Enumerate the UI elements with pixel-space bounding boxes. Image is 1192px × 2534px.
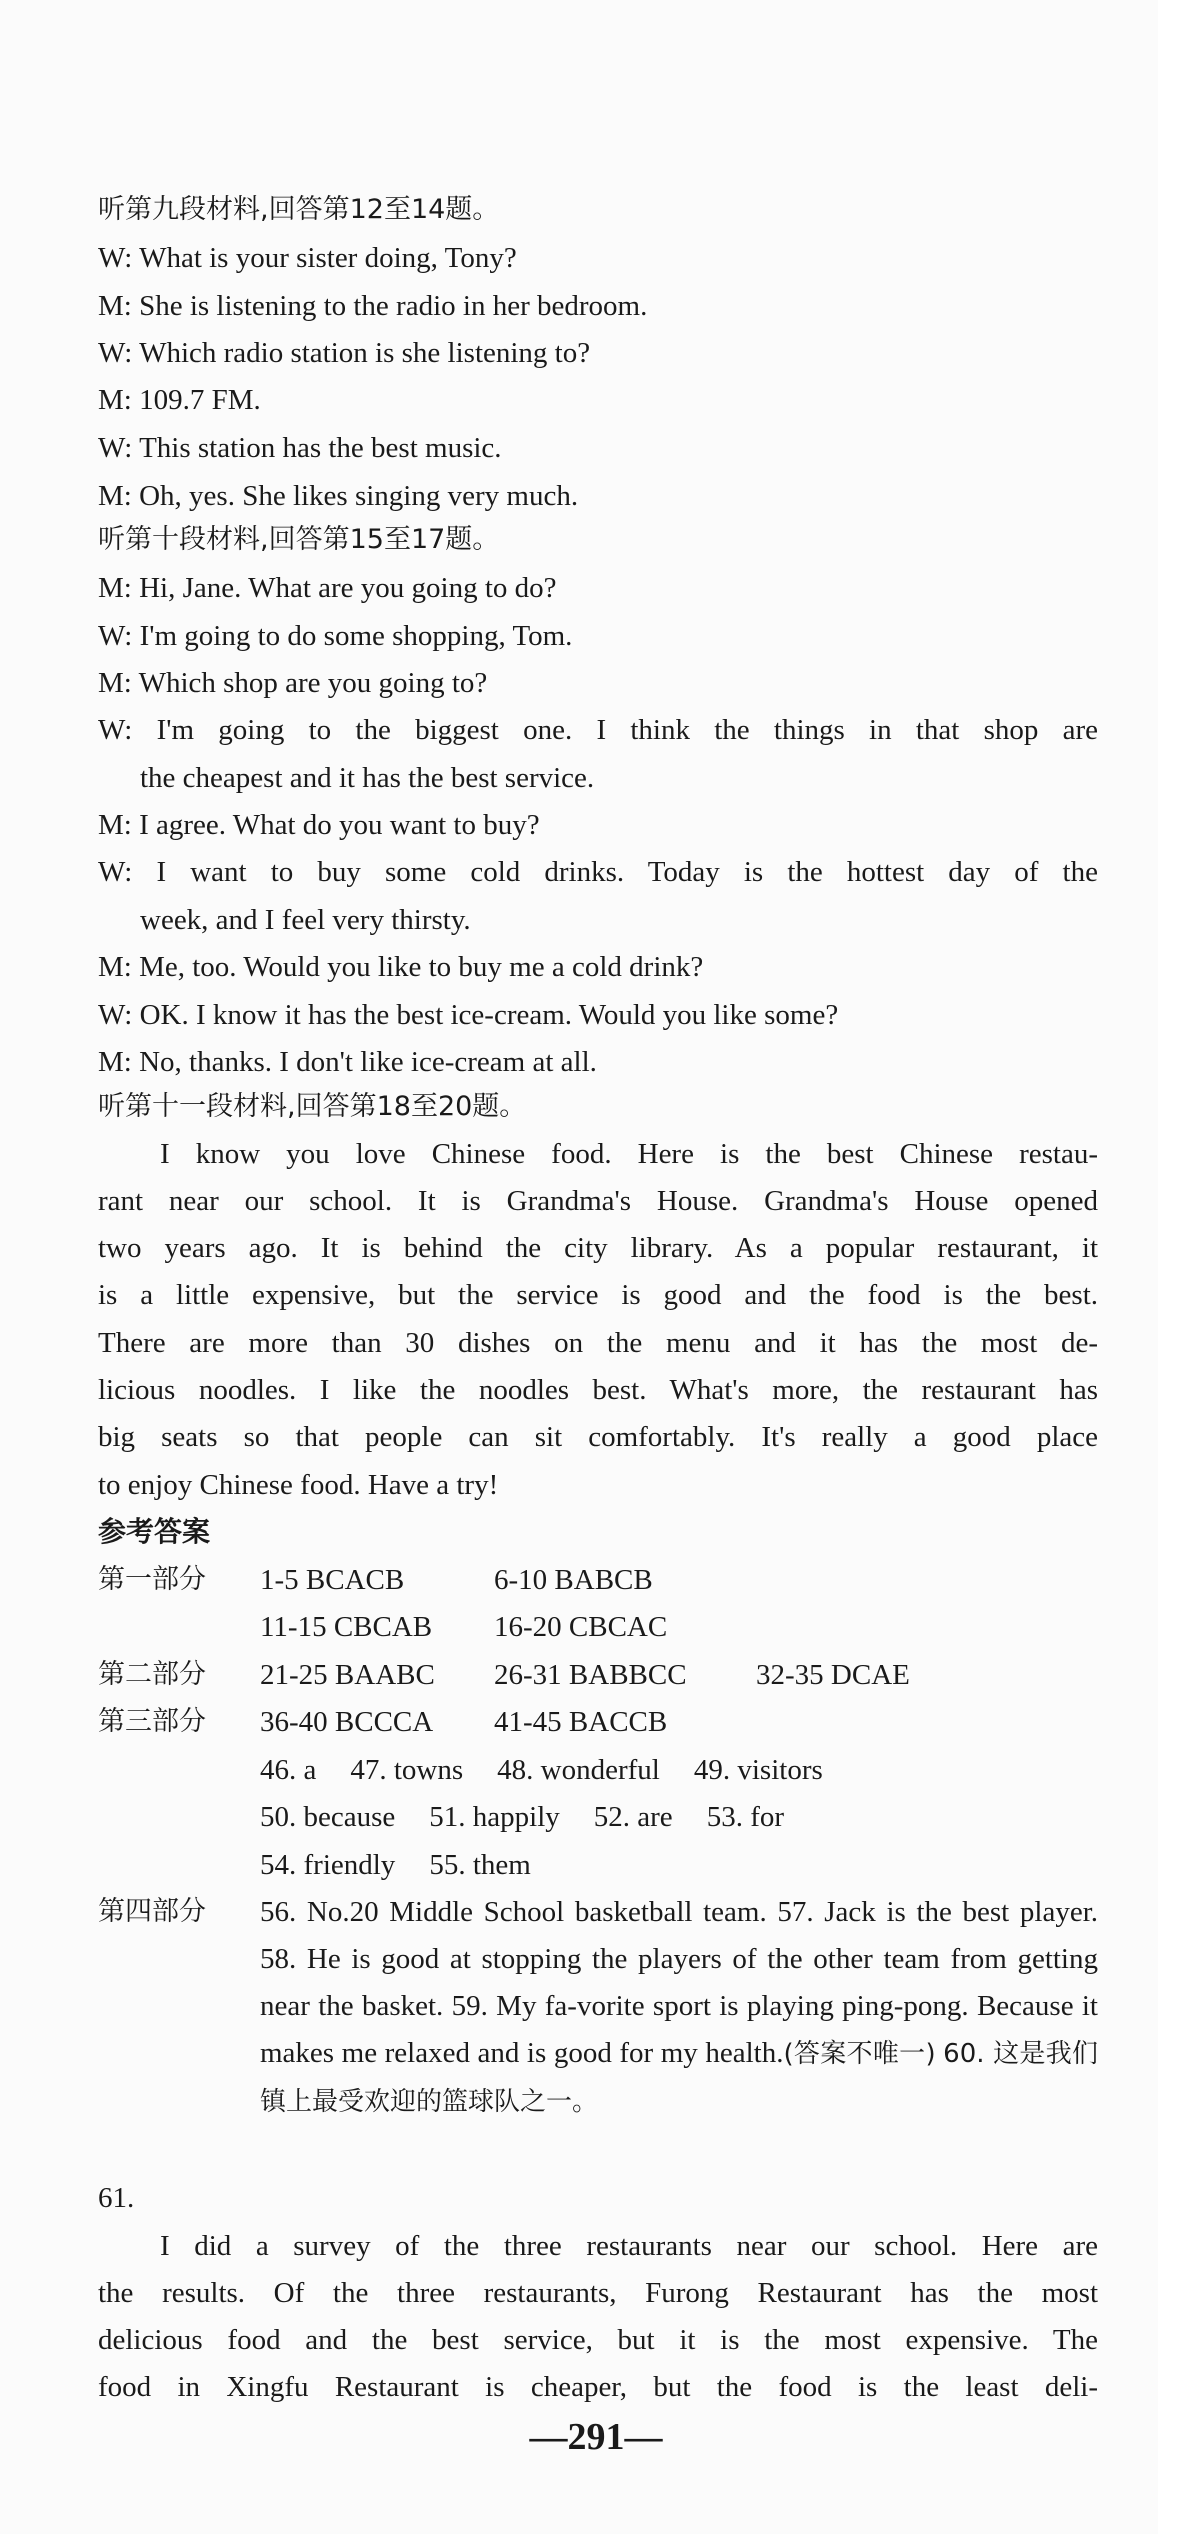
essay-line: delicious food and the best service, but it is the most expensive. The	[98, 2324, 1098, 2356]
answer-item: 32-35 DCAE	[756, 1659, 910, 1691]
answer-item: 47. towns	[350, 1754, 464, 1786]
answer-item: 46. a	[260, 1754, 317, 1786]
part4-answer-text: 56. No.20 Middle School basketball team. 57. Jack is the best player. 58. He is good at stopping the players of the other team from getting near the basket. 59. My fa-vorite sport is playing ping-pong. Because it makes me relaxed and is good for my health.	[260, 1896, 1098, 2069]
answer-item: 51. happily	[429, 1801, 560, 1833]
passage-line: to enjoy Chinese food. Have a try!	[98, 1469, 499, 1501]
answer-item: 6-10 BABCB	[494, 1564, 653, 1596]
section10-heading: 听第十段材料,回答第15至17题。	[98, 524, 500, 555]
dialogue-line-continued: the cheapest and it has the best service.	[140, 762, 595, 794]
part1-label: 第一部分	[98, 1564, 206, 1595]
section9-heading: 听第九段材料,回答第12至14题。	[98, 194, 500, 225]
dialogue-line: W: I want to buy some cold drinks. Today is the hottest day of the	[98, 856, 1098, 888]
dialogue-line: M: Which shop are you going to?	[98, 667, 488, 699]
answer-row	[260, 1607, 701, 1647]
passage-line: I know you love Chinese food. Here is the best Chinese restau-	[160, 1138, 1098, 1170]
answer-item: 53. for	[706, 1801, 785, 1833]
dialogue-line: M: No, thanks. I don't like ice-cream at all.	[98, 1046, 597, 1078]
part4-answer-block	[260, 1889, 1098, 2126]
answer-item: 16-20 CBCAC	[494, 1611, 668, 1643]
answer-item: 36-40 BCCCA	[260, 1706, 434, 1738]
answer-item: 50. because	[260, 1801, 396, 1833]
answer-row	[260, 1750, 857, 1790]
dialogue-line: W: I'm going to the biggest one. I think the things in that shop are	[98, 714, 1098, 746]
answer-item: 21-25 BAABC	[260, 1659, 435, 1691]
answer-item: 41-45 BACCB	[494, 1706, 668, 1738]
passage-line: licious noodles. I like the noodles best. What's more, the restaurant has	[98, 1374, 1098, 1406]
part4-label: 第四部分	[98, 1896, 206, 1927]
answer-item: 26-31 BABBCC	[494, 1659, 687, 1691]
dialogue-line-continued: week, and I feel very thirsty.	[140, 904, 471, 936]
dialogue-line: M: Hi, Jane. What are you going to do?	[98, 572, 557, 604]
answer-item: 52. are	[593, 1801, 673, 1833]
dialogue-line: M: Me, too. Would you like to buy me a cold drink?	[98, 951, 704, 983]
dialogue-line: M: Oh, yes. She likes singing very much.	[98, 480, 579, 512]
part2-label: 第二部分	[98, 1659, 206, 1690]
dialogue-line: M: 109.7 FM.	[98, 384, 261, 416]
answers-heading: 参考答案	[98, 1515, 211, 1548]
passage-line: is a little expensive, but the service is good and the food is the best.	[98, 1279, 1098, 1311]
dialogue-line: M: She is listening to the radio in her bedroom.	[98, 290, 648, 322]
answer-item: 55. them	[429, 1849, 531, 1881]
page-number: —291—	[529, 2416, 663, 2458]
answer-item: 1-5 BCACB	[260, 1564, 405, 1596]
dialogue-line: W: I'm going to do some shopping, Tom.	[98, 620, 573, 652]
answer-note: (答案不唯一)	[783, 2039, 936, 2069]
answer-item: 48. wonderful	[497, 1754, 660, 1786]
answer-row	[260, 1560, 687, 1600]
passage-line: There are more than 30 dishes on the menu and it has the most de-	[98, 1327, 1098, 1359]
dialogue-line: W: This station has the best music.	[98, 432, 502, 464]
dialogue-line: M: I agree. What do you want to buy?	[98, 809, 540, 841]
page-edge	[1158, 0, 1192, 2534]
essay-line: I did a survey of the three restaurants near our school. Here are	[160, 2230, 1098, 2262]
answer-row	[260, 1845, 565, 1885]
answer-item: 54. friendly	[260, 1849, 396, 1881]
answer-item: 49. visitors	[693, 1754, 823, 1786]
dialogue-line: W: OK. I know it has the best ice-cream. Would you like some?	[98, 999, 839, 1031]
answer-row	[260, 1655, 944, 1695]
part3-label: 第三部分	[98, 1706, 206, 1737]
passage-line: rant near our school. It is Grandma's House. Grandma's House opened	[98, 1185, 1098, 1217]
answer-row	[260, 1702, 701, 1742]
essay-line: the results. Of the three restaurants, Furong Restaurant has the most	[98, 2277, 1098, 2309]
dialogue-line: W: Which radio station is she listening to?	[98, 337, 591, 369]
passage-line: big seats so that people can sit comfortably. It's really a good place	[98, 1421, 1098, 1453]
dialogue-line: W: What is your sister doing, Tony?	[98, 242, 517, 274]
answer-row	[260, 1797, 818, 1837]
passage-line: two years ago. It is behind the city library. As a popular restaurant, it	[98, 1232, 1098, 1264]
section11-heading: 听第十一段材料,回答第18至20题。	[98, 1091, 527, 1122]
answer-60: 60. 这是我们镇上最受欢迎的篮球队之一。	[260, 2039, 1099, 2117]
answer-item: 11-15 CBCAB	[260, 1611, 433, 1643]
essay-line: food in Xingfu Restaurant is cheaper, but the food is the least deli-	[98, 2371, 1098, 2403]
q61-label: 61.	[98, 2182, 135, 2214]
